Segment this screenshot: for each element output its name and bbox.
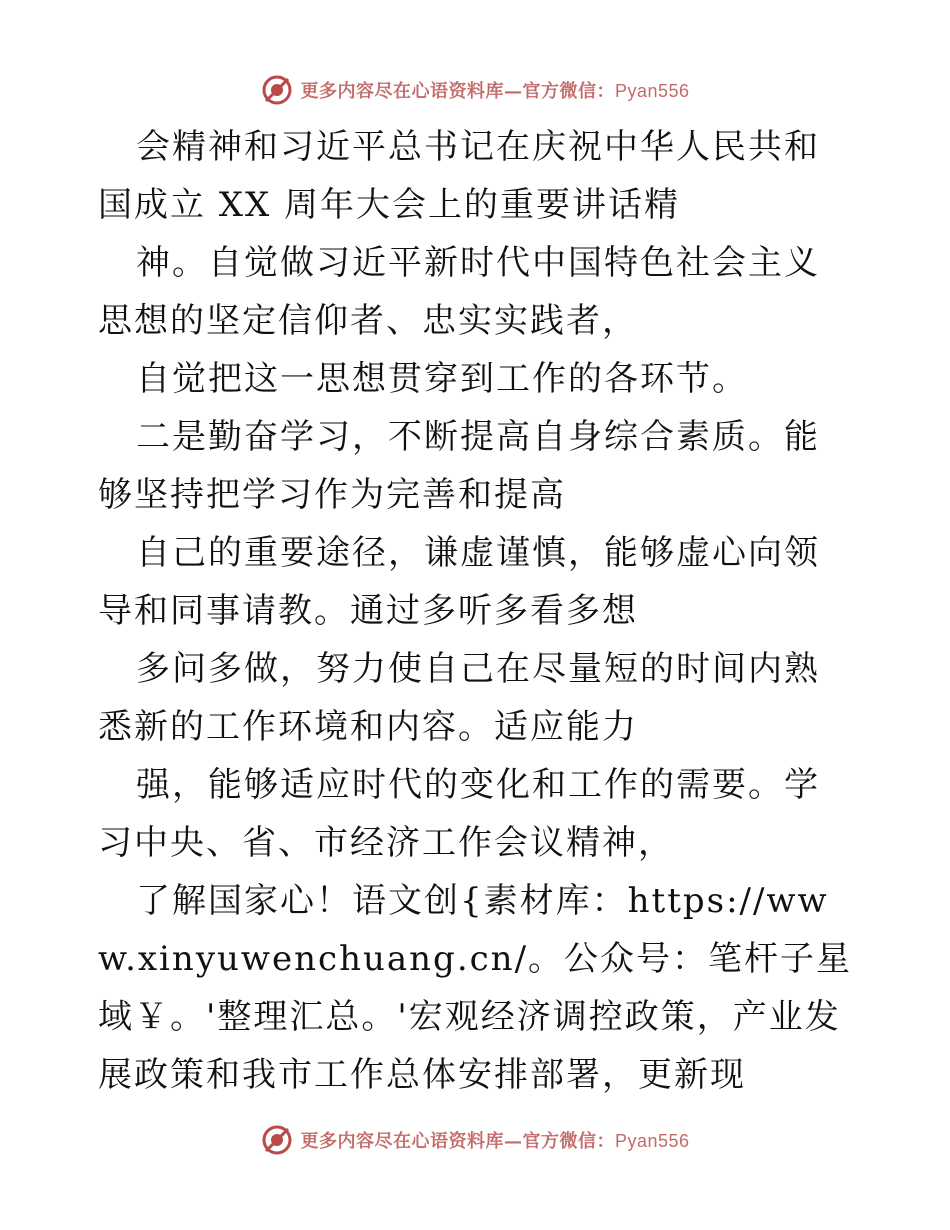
paragraph: 了解国家心！语文创{素材库：https://www.xinyuwenchuang.cn/。公众号：笔杆子星域￥。'整理汇总。'宏观经济调控政策，产业发展政策和我市工作总体安排部署，更新现 bbox=[98, 881, 853, 1095]
paragraph: 自己的重要途径，谦虚谨慎，能够虚心向领导和同事请教。通过多听多看多想 bbox=[98, 533, 820, 631]
footer-banner bbox=[0, 1120, 950, 1160]
footer-wechat-id: Pyan556 bbox=[614, 1131, 690, 1151]
paragraph: 神。自觉做习近平新时代中国特色社会主义思想的坚定信仰者、忠实实践者， bbox=[98, 243, 820, 341]
footer-banner-text: 更多内容尽在心语资料库—官方微信：Pyan556 bbox=[300, 1131, 690, 1152]
paragraph: 会精神和习近平总书记在庆祝中华人民共和国成立 XX 周年大会上的重要讲话精 bbox=[98, 127, 820, 225]
paragraph: 自觉把这一思想贯穿到工作的各环节。 bbox=[136, 359, 748, 399]
paragraph: 二是勤奋学习，不断提高自身综合素质。能够坚持把学习作为完善和提高 bbox=[98, 417, 820, 515]
brand-logo-icon bbox=[260, 1123, 294, 1157]
paragraph: 多问多做，努力使自己在尽量短的时间内熟悉新的工作环境和内容。适应能力 bbox=[98, 649, 820, 747]
brand-logo-icon bbox=[260, 73, 294, 107]
document-body bbox=[98, 118, 853, 1104]
header-banner bbox=[0, 70, 950, 110]
header-wechat-id: Pyan556 bbox=[614, 81, 690, 101]
paragraph: 强，能够适应时代的变化和工作的需要。学习中央、省、市经济工作会议精神， bbox=[98, 765, 820, 863]
header-banner-text: 更多内容尽在心语资料库—官方微信：Pyan556 bbox=[300, 81, 690, 102]
